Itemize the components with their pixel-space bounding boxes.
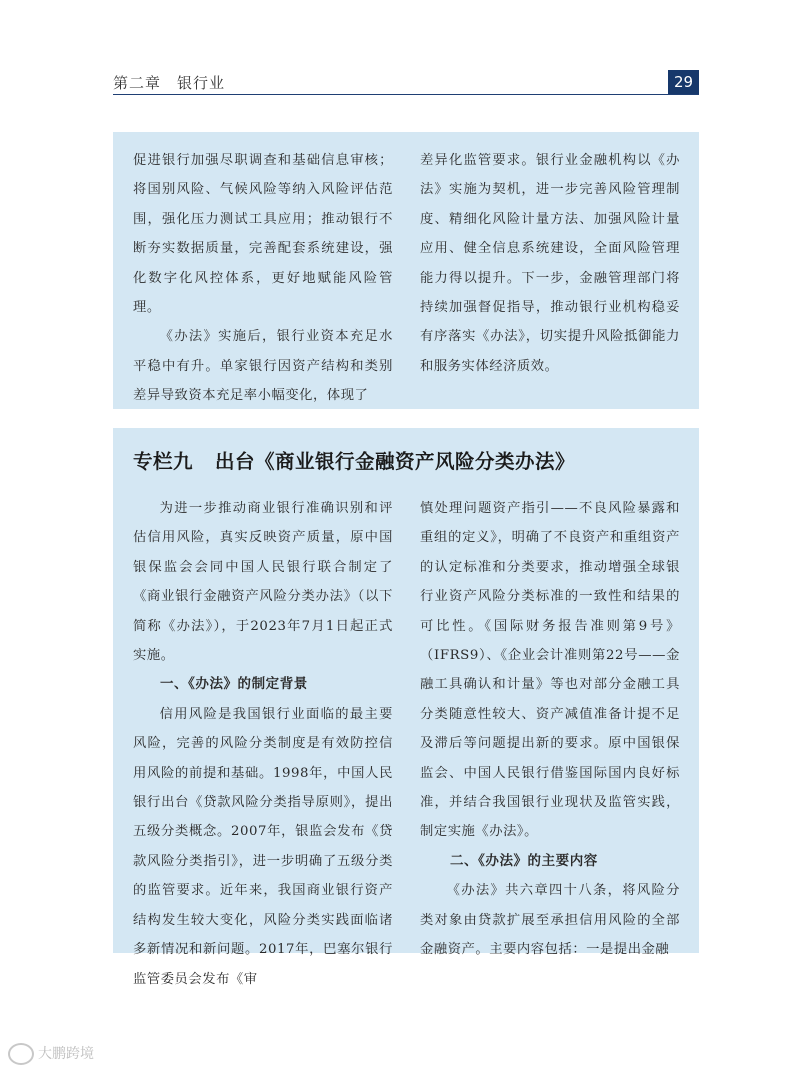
paragraph: 差异化监管要求。银行业金融机构以《办法》实施为契机，进一步完善风险管理制度、精细化风险计量方法、加强风险计量应用、健全信息系统建设，全面风险管理能力得以提升。下一步，金融管理部门将持续加强督促指导，推动银行业机构稳妥有序落实《办法》，切实提升风险抵御能力和服务实体经济质效。 xyxy=(420,153,680,374)
continued-left-column xyxy=(133,146,393,411)
paragraph: 信用风险是我国银行业面临的最主要风险，完善的风险分类制度是有效防控信用风险的前提和基础。1998年，中国人民银行出台《贷款风险分类指导原则》，提出五级分类概念。2007年，银监会发布《贷款风险分类指引》，进一步明确了五级分类的监管要求。近年来，我国商业银行资产结构发生较大变化，风险分类实践面临诸多新情况和新问题。2017年，巴塞尔银行监管委员会发布《审 xyxy=(133,706,393,987)
watermark-text: 大鹏跨境 xyxy=(38,1046,94,1062)
watermark-logo-icon xyxy=(8,1043,34,1065)
column-heading: 出台《商业银行金融资产风险分类办法》 xyxy=(215,450,576,473)
continued-textbox xyxy=(113,132,699,409)
paragraph: 为进一步推动商业银行准确识别和评估信用风险，真实反映资产质量，原中国银保监会会同中国人民银行联合制定了《商业银行金融资产风险分类办法》（以下简称《办法》），于2023年7月1日起正式实施。 xyxy=(133,501,393,664)
chapter-title: 第二章 银行业 xyxy=(113,74,226,92)
page-number: 29 xyxy=(668,70,699,95)
box-left-column xyxy=(133,494,393,994)
box-right-column xyxy=(420,494,680,965)
column-tag: 专栏九 xyxy=(133,450,194,473)
special-column-box xyxy=(113,428,699,987)
box-title xyxy=(133,446,575,474)
continued-right-column xyxy=(420,146,680,381)
paragraph: 《办法》实施后，银行业资本充足水平稳中有升。单家银行因资产结构和类别差异导致资本充足率小幅变化，体现了 xyxy=(133,329,393,404)
section-heading: 二、《办法》的主要内容 xyxy=(450,852,598,869)
paragraph: 促进银行加强尽职调查和基础信息审核；将国别风险、气候风险等纳入风险评估范围，强化压力测试工具应用；推动银行不断夯实数据质量，完善配套系统建设，强化数字化风控体系，更好地赋能风险管理。 xyxy=(133,153,393,316)
paragraph: 《办法》共六章四十八条，将风险分类对象由贷款扩展至承担信用风险的全部金融资产。主要内容包括：一是提出金融 xyxy=(420,883,680,958)
section-heading: 一、《办法》的制定背景 xyxy=(160,676,308,693)
header-rule xyxy=(113,94,699,95)
paragraph: 慎处理问题资产指引——不良风险暴露和重组的定义》，明确了不良资产和重组资产的认定标准和分类要求，推动增强全球银行业资产风险分类标准的一致性和结果的可比性。《国际财务报告准则第9号》（IFRS9）、《企业会计准则第22号——金融工具确认和计量》等也对部分金融工具分类随意性较大、资产减值准备计提不足及滞后等问题提出新的要求。原中国银保监会、中国人民银行借鉴国际国内良好标准，并结合我国银行业现状及监管实践，制定实施《办法》。 xyxy=(420,501,680,840)
watermark xyxy=(8,1043,94,1065)
